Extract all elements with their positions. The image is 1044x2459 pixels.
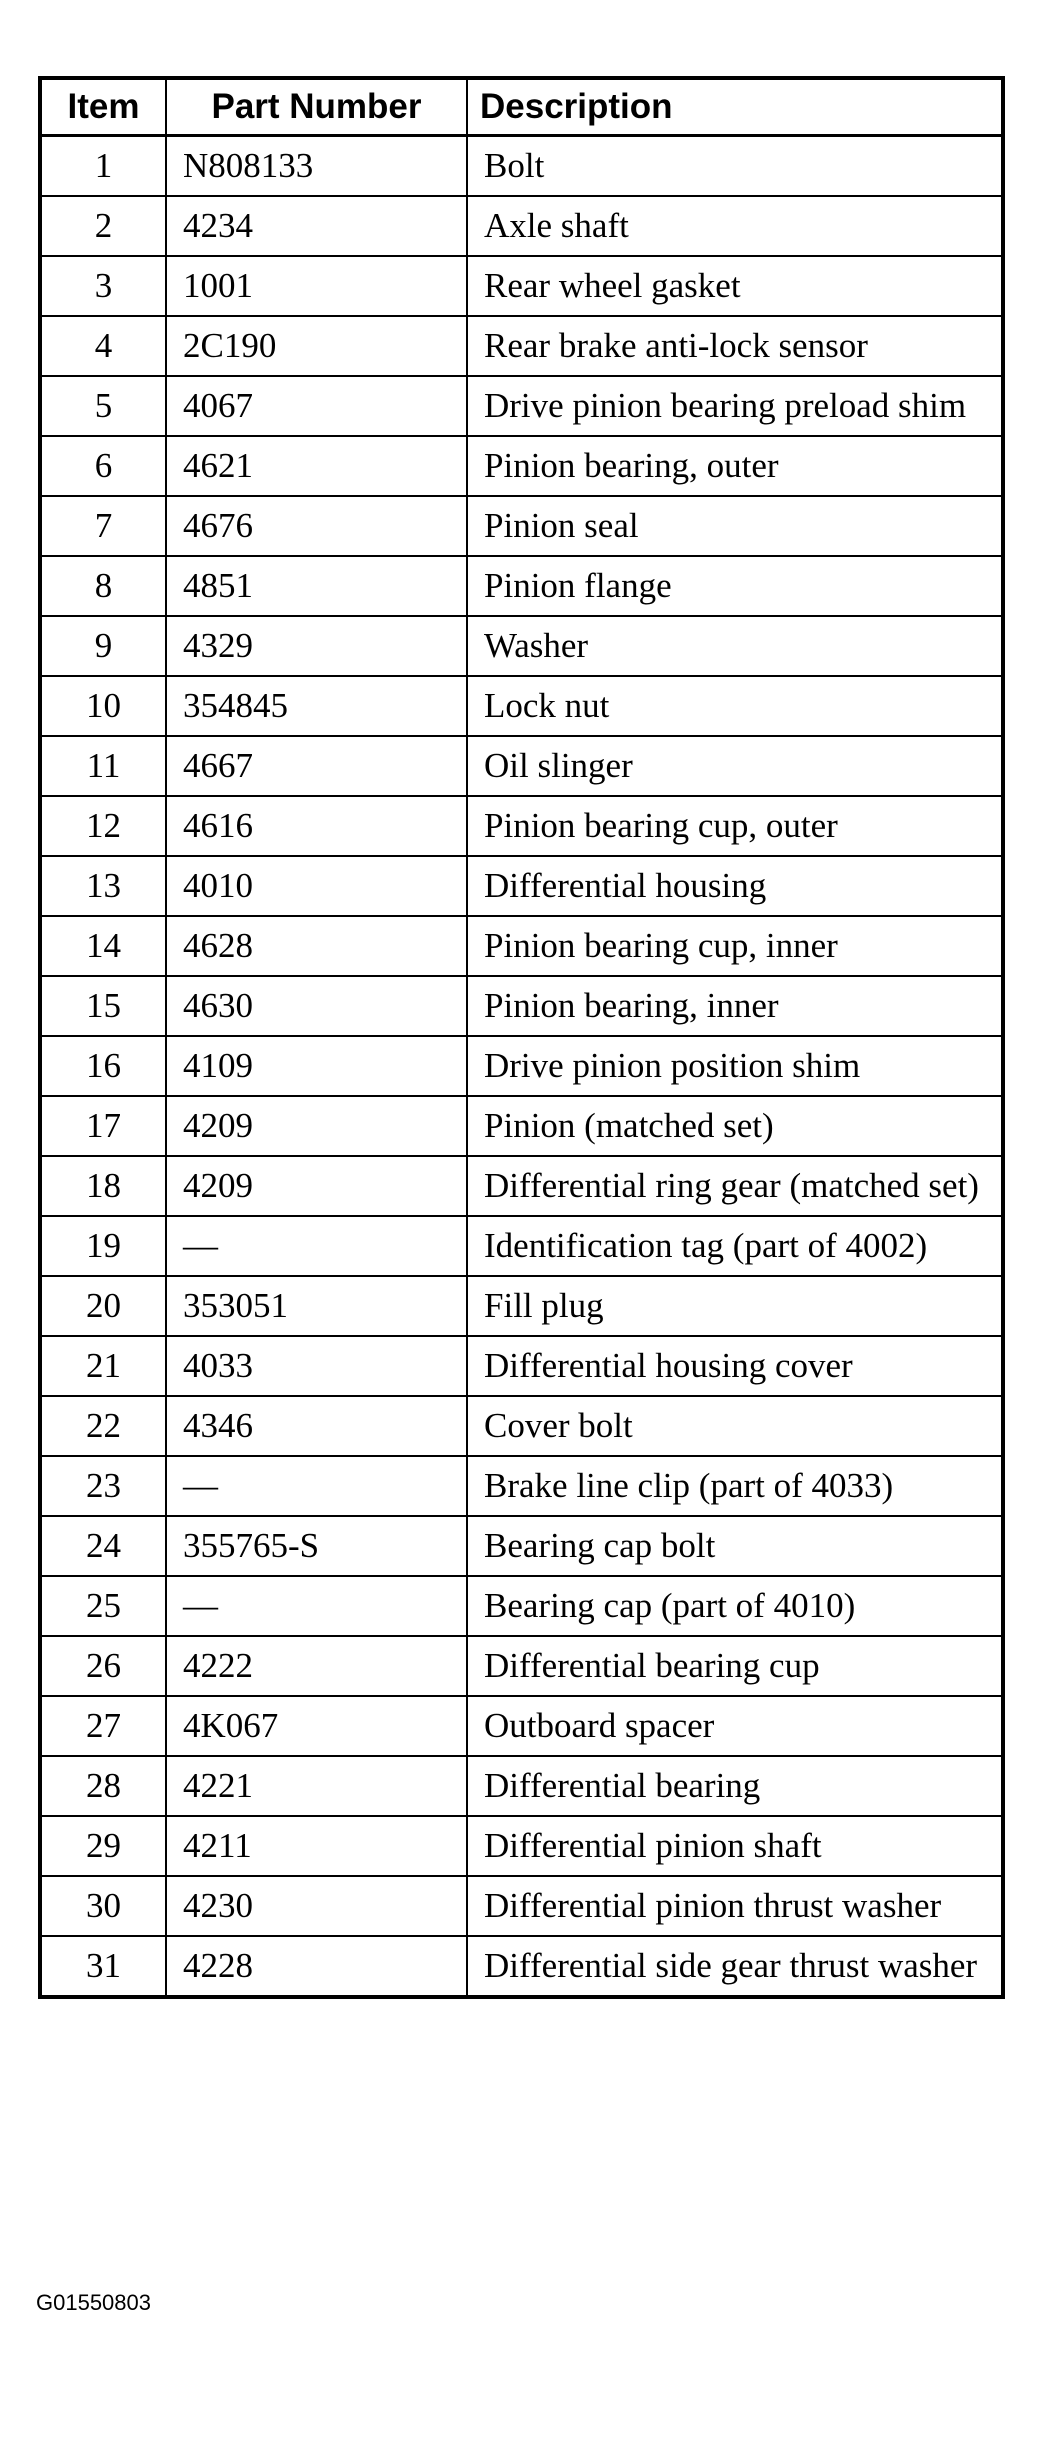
cell-part-number: 4676 [166,496,467,556]
cell-description: Differential pinion thrust washer [467,1876,1003,1936]
table-row [40,976,1003,1036]
table-row [40,136,1003,197]
cell-part-number: 4616 [166,796,467,856]
cell-part-number: 4230 [166,1876,467,1936]
table-row [40,1936,1003,1997]
cell-item: 21 [40,1336,166,1396]
cell-part-number: 4067 [166,376,467,436]
cell-description: Pinion (matched set) [467,1096,1003,1156]
cell-item: 20 [40,1276,166,1336]
table-row [40,376,1003,436]
cell-item: 28 [40,1756,166,1816]
cell-item: 7 [40,496,166,556]
figure-code: G01550803 [36,2290,151,2315]
cell-item: 19 [40,1216,166,1276]
table-row [40,1696,1003,1756]
cell-item: 30 [40,1876,166,1936]
cell-part-number: 353051 [166,1276,467,1336]
cell-part-number: 4209 [166,1156,467,1216]
cell-item: 16 [40,1036,166,1096]
cell-description: Pinion bearing cup, inner [467,916,1003,976]
cell-description: Differential housing cover [467,1336,1003,1396]
cell-part-number: 4010 [166,856,467,916]
cell-description: Bolt [467,136,1003,197]
table-row [40,1516,1003,1576]
cell-description: Axle shaft [467,196,1003,256]
cell-item: 27 [40,1696,166,1756]
table-body [40,136,1003,1998]
cell-part-number: 4K067 [166,1696,467,1756]
cell-part-number: 4209 [166,1096,467,1156]
table-row [40,316,1003,376]
cell-item: 8 [40,556,166,616]
cell-part-number: 4228 [166,1936,467,1997]
cell-part-number: N808133 [166,136,467,197]
cell-part-number: 4621 [166,436,467,496]
cell-item: 14 [40,916,166,976]
table-row [40,1276,1003,1336]
cell-item: 4 [40,316,166,376]
cell-part-number: 4630 [166,976,467,1036]
cell-item: 11 [40,736,166,796]
cell-part-number: 4851 [166,556,467,616]
header-row [40,78,1003,136]
table-row [40,676,1003,736]
cell-item: 9 [40,616,166,676]
cell-description: Pinion bearing, outer [467,436,1003,496]
header-part-number: Part Number [166,78,467,136]
cell-part-number: 4222 [166,1636,467,1696]
cell-description: Pinion bearing cup, outer [467,796,1003,856]
table-row [40,196,1003,256]
cell-description: Washer [467,616,1003,676]
cell-description: Bearing cap (part of 4010) [467,1576,1003,1636]
cell-description: Outboard spacer [467,1696,1003,1756]
cell-description: Oil slinger [467,736,1003,796]
cell-part-number: 4109 [166,1036,467,1096]
cell-description: Differential side gear thrust washer [467,1936,1003,1997]
cell-description: Lock nut [467,676,1003,736]
cell-description: Pinion bearing, inner [467,976,1003,1036]
cell-part-number: 4667 [166,736,467,796]
cell-description: Differential ring gear (matched set) [467,1156,1003,1216]
cell-description: Differential bearing [467,1756,1003,1816]
cell-description: Pinion flange [467,556,1003,616]
table-row [40,1816,1003,1876]
cell-item: 25 [40,1576,166,1636]
cell-description: Drive pinion position shim [467,1036,1003,1096]
table-row [40,1756,1003,1816]
cell-item: 18 [40,1156,166,1216]
table-row [40,1036,1003,1096]
table-row [40,1576,1003,1636]
table-row [40,796,1003,856]
cell-item: 2 [40,196,166,256]
cell-item: 29 [40,1816,166,1876]
table-row [40,1876,1003,1936]
cell-item: 5 [40,376,166,436]
cell-description: Differential bearing cup [467,1636,1003,1696]
header-description: Description [467,78,1003,136]
cell-item: 17 [40,1096,166,1156]
table-row [40,616,1003,676]
cell-part-number: 4211 [166,1816,467,1876]
cell-description: Differential housing [467,856,1003,916]
cell-item: 23 [40,1456,166,1516]
cell-description: Differential pinion shaft [467,1816,1003,1876]
cell-item: 3 [40,256,166,316]
cell-part-number: 1001 [166,256,467,316]
cell-item: 1 [40,136,166,197]
cell-part-number: 4329 [166,616,467,676]
cell-item: 24 [40,1516,166,1576]
table-row [40,856,1003,916]
cell-part-number: 2C190 [166,316,467,376]
cell-item: 15 [40,976,166,1036]
cell-part-number: 4033 [166,1336,467,1396]
table-row [40,1396,1003,1456]
cell-description: Cover bolt [467,1396,1003,1456]
cell-part-number: — [166,1576,467,1636]
parts-table [38,76,1005,1999]
cell-part-number: 4628 [166,916,467,976]
cell-item: 31 [40,1936,166,1997]
cell-part-number: — [166,1216,467,1276]
table-row [40,1216,1003,1276]
cell-part-number: 4346 [166,1396,467,1456]
cell-item: 13 [40,856,166,916]
cell-part-number: 4221 [166,1756,467,1816]
table-row [40,916,1003,976]
table-row [40,1636,1003,1696]
cell-part-number: — [166,1456,467,1516]
cell-description: Rear brake anti-lock sensor [467,316,1003,376]
table-row [40,1456,1003,1516]
cell-description: Bearing cap bolt [467,1516,1003,1576]
table-row [40,1336,1003,1396]
cell-part-number: 4234 [166,196,467,256]
cell-item: 12 [40,796,166,856]
cell-item: 6 [40,436,166,496]
cell-description: Brake line clip (part of 4033) [467,1456,1003,1516]
table-row [40,736,1003,796]
cell-part-number: 354845 [166,676,467,736]
header-item: Item [40,78,166,136]
table-row [40,1096,1003,1156]
cell-item: 10 [40,676,166,736]
cell-item: 26 [40,1636,166,1696]
table-row [40,556,1003,616]
cell-description: Fill plug [467,1276,1003,1336]
cell-description: Rear wheel gasket [467,256,1003,316]
table-row [40,436,1003,496]
cell-description: Pinion seal [467,496,1003,556]
cell-description: Identification tag (part of 4002) [467,1216,1003,1276]
table-row [40,1156,1003,1216]
cell-part-number: 355765-S [166,1516,467,1576]
table-row [40,496,1003,556]
cell-description: Drive pinion bearing preload shim [467,376,1003,436]
table-row [40,256,1003,316]
cell-item: 22 [40,1396,166,1456]
